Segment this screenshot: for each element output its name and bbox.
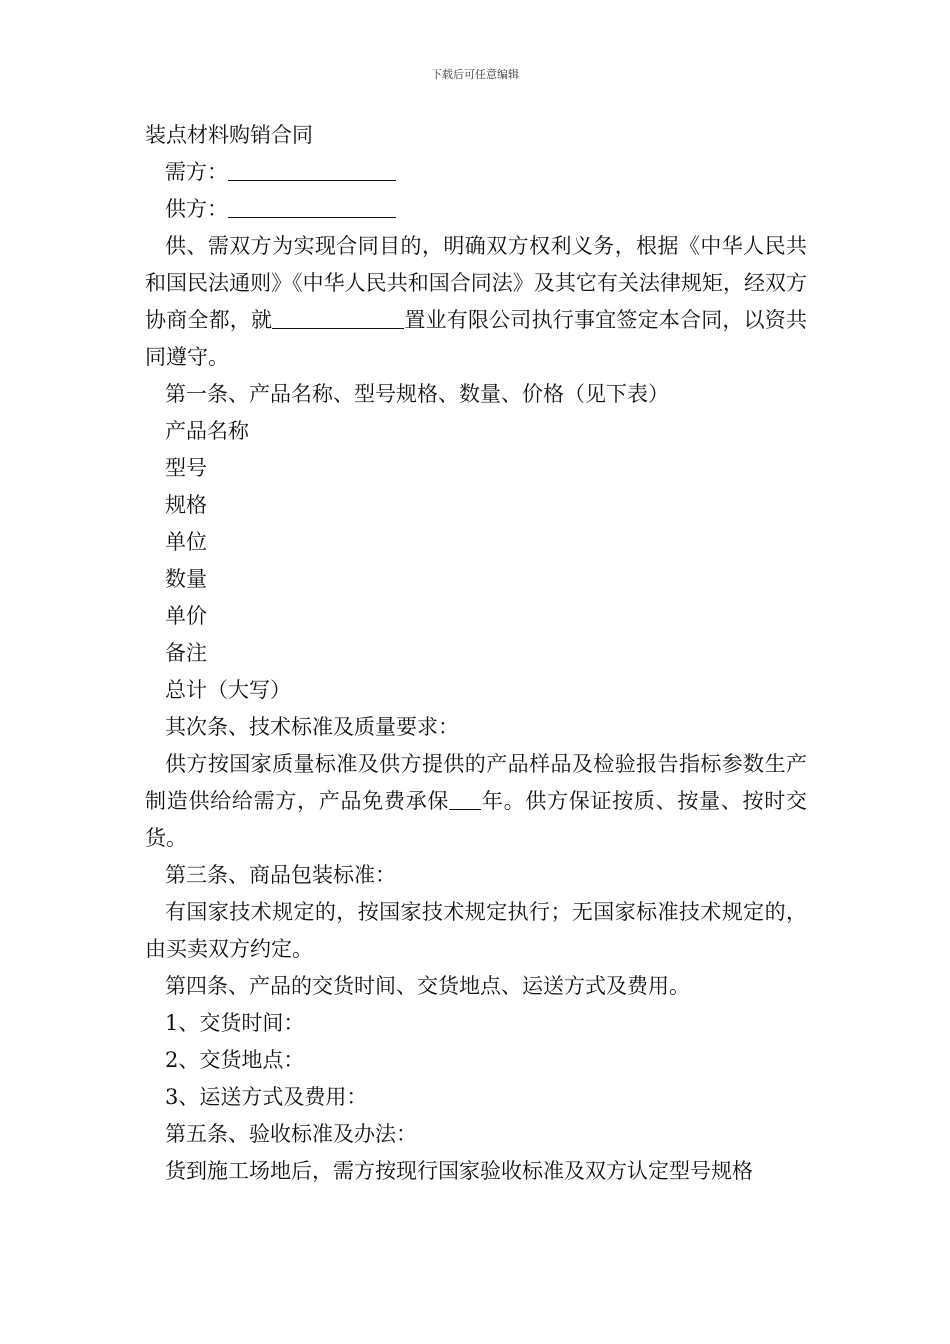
buyer-label: 需方： xyxy=(165,160,228,184)
article-2-heading: 其次条、技术标准及质量要求： xyxy=(165,715,459,739)
article-2-text-1: 供方按国家质量标准及供方提供的产品样品及检验报告指标参数生产制造供给给需方，产品免费承保 xyxy=(145,752,807,813)
project-name-blank xyxy=(272,304,404,329)
contract-title: 装点材料购销合同 xyxy=(145,123,313,147)
table-field-model: 型号 xyxy=(165,456,207,480)
article-2-body xyxy=(145,746,807,857)
table-field-remarks: 备注 xyxy=(165,641,207,665)
article-2-text-2: 年。供方保证按质、按量、按时交货。 xyxy=(145,789,808,850)
article-3-body: 有国家技术规定的，按国家技术规定执行；无国家标准技术规定的，由买卖双方约定。 xyxy=(145,900,807,961)
supplier-label: 供方： xyxy=(165,197,228,221)
contract-document xyxy=(145,117,807,1190)
table-field-quantity: 数量 xyxy=(165,567,207,591)
table-field-product-name: 产品名称 xyxy=(165,419,249,443)
table-field-unit-price: 单价 xyxy=(165,604,207,628)
table-field-total: 总计（大写） xyxy=(165,678,291,702)
article-5-heading: 第五条、验收标准及办法： xyxy=(165,1122,417,1146)
supplier-line xyxy=(145,191,807,228)
intro-text-2: 置业有限公司执行事宜签定本合同，以资共同遵守。 xyxy=(145,308,808,369)
article-1-heading: 第一条、产品名称、型号规格、数量、价格（见下表） xyxy=(165,382,669,406)
article-3-heading: 第三条、商品包装标准： xyxy=(165,863,396,887)
table-field-unit: 单位 xyxy=(165,530,207,554)
article-4-item-delivery-time: 1、交货时间： xyxy=(165,1011,305,1035)
article-4-item-transport: 3、运送方式及费用： xyxy=(165,1085,368,1109)
supplier-blank xyxy=(228,193,396,218)
intro-text-1: 供、需双方为实现合同目的，明确双方权利义务，根据《中华人民共和国民法通则》《中华人民共和国合同法》及其它有关法律规矩，经双方协商全都，就 xyxy=(145,234,807,332)
intro-paragraph xyxy=(145,228,807,376)
buyer-blank xyxy=(228,156,396,181)
article-5-body: 货到施工场地后，需方按现行国家验收标准及双方认定型号规格 xyxy=(165,1159,753,1183)
article-4-item-delivery-place: 2、交货地点： xyxy=(165,1048,305,1072)
buyer-line xyxy=(145,154,807,191)
warranty-years-blank xyxy=(449,785,481,810)
page-header-note: 下载后可任意编辑 xyxy=(431,68,519,81)
article-4-heading: 第四条、产品的交货时间、交货地点、运送方式及费用。 xyxy=(165,974,690,998)
table-field-spec: 规格 xyxy=(165,493,207,517)
